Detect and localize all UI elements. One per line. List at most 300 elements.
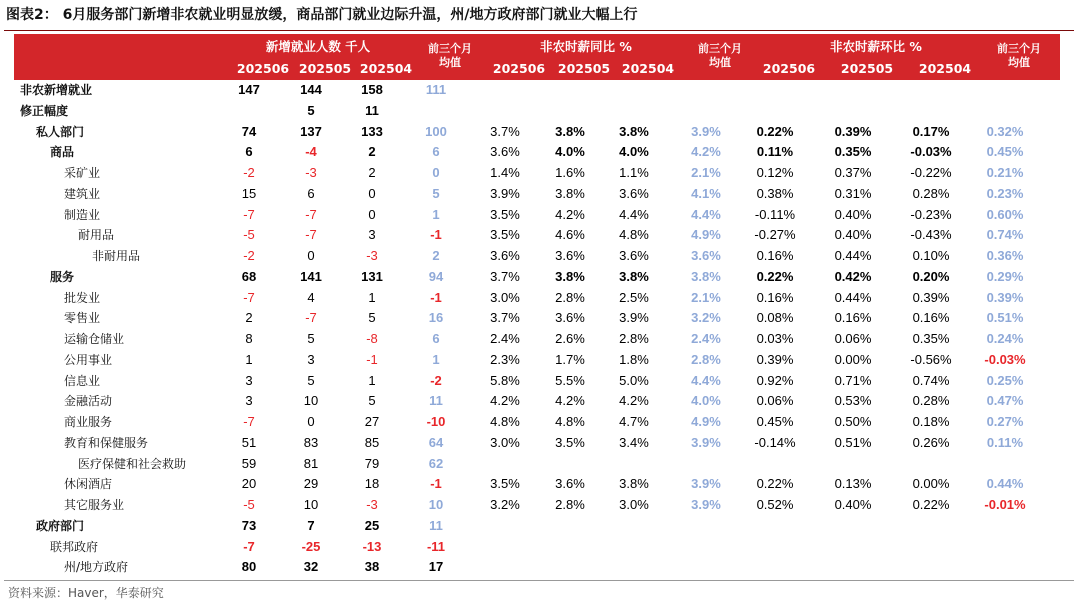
table-cell: 3.2% bbox=[490, 497, 520, 512]
header-avg-label-1: 前三个月 均值 bbox=[428, 42, 472, 69]
table-cell: 0.40% bbox=[834, 206, 872, 222]
table-row bbox=[14, 454, 1060, 475]
table-cell: 29 bbox=[303, 476, 319, 492]
table-cell: -7 bbox=[305, 227, 317, 243]
table-cell: 2 bbox=[432, 248, 440, 263]
table-cell: 137 bbox=[300, 123, 322, 139]
table-cell: -7 bbox=[305, 310, 317, 326]
table-row bbox=[14, 391, 1060, 412]
table-cell: -7 bbox=[243, 289, 255, 305]
table-cell: 1.4% bbox=[490, 165, 520, 180]
table-cell: 4.9% bbox=[691, 414, 721, 429]
table-cell: 51 bbox=[241, 434, 257, 450]
table-cell: 3.5% bbox=[490, 227, 520, 243]
table-cell: 2 bbox=[368, 165, 376, 180]
table-cell: 0.12% bbox=[756, 165, 794, 180]
table-cell: -25 bbox=[301, 538, 321, 554]
table-cell: 3.6% bbox=[555, 310, 585, 326]
table-cell: 111 bbox=[425, 82, 447, 97]
header-avg-label-3: 前三个月 均值 bbox=[997, 42, 1041, 69]
table-cell: 0.00% bbox=[912, 476, 950, 492]
table-cell: 7 bbox=[307, 517, 315, 533]
table-cell: -2 bbox=[243, 248, 255, 263]
table-cell: 3.6% bbox=[691, 248, 721, 263]
table-cell: 1.6% bbox=[555, 165, 585, 180]
table-cell: 158 bbox=[361, 82, 383, 97]
table-row bbox=[14, 557, 1060, 578]
table-cell: -1 bbox=[430, 227, 442, 243]
table-cell: 5 bbox=[307, 372, 315, 388]
table-row bbox=[14, 80, 1060, 101]
table-cell: 0.16% bbox=[756, 248, 794, 263]
row-label: 商品 bbox=[50, 145, 75, 160]
row-label: 运输仓储业 bbox=[64, 332, 125, 346]
row-label: 私人部门 bbox=[36, 124, 85, 139]
table-cell: 0.52% bbox=[756, 497, 794, 512]
table-cell: 0.42% bbox=[834, 268, 872, 284]
table-cell: 10 bbox=[303, 393, 319, 409]
table-cell: -1 bbox=[430, 289, 442, 305]
table-cell: -0.43% bbox=[910, 227, 952, 243]
row-label: 制造业 bbox=[64, 207, 101, 222]
table-cell: 100 bbox=[425, 123, 447, 139]
table-cell: 1 bbox=[368, 289, 376, 305]
table-cell: 0.36% bbox=[986, 248, 1024, 263]
table-cell: -2 bbox=[243, 165, 255, 180]
table-cell: 8 bbox=[245, 331, 253, 346]
table-cell: 0.21% bbox=[986, 165, 1024, 180]
table-cell: 131 bbox=[361, 268, 383, 284]
table-cell: 0.51% bbox=[986, 310, 1024, 326]
table-cell: 5 bbox=[432, 185, 440, 201]
table-cell: 1 bbox=[432, 351, 440, 367]
header-period: 202506 bbox=[236, 61, 290, 76]
table-cell: 6 bbox=[432, 144, 440, 160]
table-cell: 64 bbox=[428, 434, 444, 450]
table-cell: 0.25% bbox=[986, 372, 1024, 388]
table-cell: 0.18% bbox=[912, 414, 950, 429]
table-cell: 0.13% bbox=[834, 476, 872, 492]
table-cell: 94 bbox=[428, 268, 444, 284]
table-cell: 0.28% bbox=[912, 185, 950, 201]
title-divider bbox=[4, 30, 1074, 31]
table-cell: 0.22% bbox=[756, 476, 794, 492]
table-cell: 3.9% bbox=[619, 310, 649, 326]
row-label: 其它服务业 bbox=[64, 498, 125, 512]
table-cell: -0.01% bbox=[984, 497, 1026, 512]
table-cell: -0.56% bbox=[910, 351, 952, 367]
table-cell: 4.0% bbox=[691, 393, 721, 409]
header-group-mom-wage: 非农时薪环比 % bbox=[830, 39, 922, 54]
table-cell: 1.1% bbox=[619, 165, 649, 180]
table-cell: 0.40% bbox=[834, 497, 872, 512]
table-cell: 3.5% bbox=[555, 434, 585, 450]
table-row bbox=[14, 474, 1060, 495]
table-cell: 2.4% bbox=[691, 331, 721, 346]
header-period: 202504 bbox=[621, 61, 675, 76]
table-cell: -3 bbox=[305, 165, 317, 180]
table-cell: 2 bbox=[245, 310, 253, 326]
table-cell: 0.35% bbox=[912, 331, 950, 346]
table-cell: 0 bbox=[307, 248, 315, 263]
table-cell: 5.5% bbox=[555, 372, 585, 388]
table-cell: 0 bbox=[368, 185, 376, 201]
table-cell: 15 bbox=[241, 185, 257, 201]
table-cell: 3 bbox=[245, 372, 253, 388]
figure-title: 图表2： 6月服务部门新增非农就业明显放缓，商品部门就业边际升温，州/地方政府部门就业大幅上行 bbox=[6, 7, 638, 23]
table-cell: 4.4% bbox=[691, 206, 721, 222]
table-cell: 2.3% bbox=[490, 351, 520, 367]
table-cell: 32 bbox=[303, 559, 319, 575]
table-cell: 4.8% bbox=[555, 414, 585, 429]
table-cell: 4.2% bbox=[555, 206, 585, 222]
table-cell: 5 bbox=[368, 310, 376, 326]
table-cell: 11 bbox=[365, 102, 379, 118]
table-cell: 0.00% bbox=[834, 351, 872, 367]
table-cell: 147 bbox=[238, 82, 260, 97]
table-cell: 0.45% bbox=[986, 144, 1024, 160]
table-header bbox=[14, 34, 1060, 80]
row-label: 服务 bbox=[50, 269, 75, 284]
table-cell: 73 bbox=[241, 517, 257, 533]
table-cell: 3.9% bbox=[691, 434, 721, 450]
table-cell: -7 bbox=[243, 414, 255, 429]
table-cell: 0.45% bbox=[756, 414, 794, 429]
table-row bbox=[14, 412, 1060, 433]
table-cell: 6 bbox=[245, 144, 253, 160]
table-row bbox=[14, 433, 1060, 454]
table-cell: 3.0% bbox=[490, 434, 520, 450]
table-cell: 68 bbox=[241, 268, 257, 284]
table-cell: 4.6% bbox=[555, 227, 585, 243]
table-cell: 3.8% bbox=[619, 268, 649, 284]
table-cell: 2.1% bbox=[691, 289, 721, 305]
table-cell: 80 bbox=[241, 559, 257, 575]
table-cell: 3.9% bbox=[490, 185, 520, 201]
table-cell: 0.39% bbox=[834, 123, 872, 139]
table-cell: 0.50% bbox=[834, 414, 872, 429]
table-cell: 0.39% bbox=[986, 289, 1024, 305]
row-label: 修正幅度 bbox=[20, 103, 69, 118]
table-row bbox=[14, 122, 1060, 143]
table-cell: 2.8% bbox=[555, 497, 585, 512]
table-cell: 10 bbox=[428, 497, 444, 512]
header-period: 202504 bbox=[918, 61, 972, 76]
table-cell: 3.7% bbox=[490, 123, 520, 139]
table-cell: 4.8% bbox=[490, 414, 520, 429]
table-cell: 0.37% bbox=[834, 165, 872, 180]
table-cell: 4.9% bbox=[691, 227, 721, 243]
table-cell: 3.8% bbox=[555, 185, 585, 201]
table-cell: 3.6% bbox=[490, 248, 520, 263]
table-cell: 0.32% bbox=[986, 123, 1024, 139]
table-cell: 38 bbox=[364, 559, 380, 575]
table-row bbox=[14, 288, 1060, 309]
table-cell: 0.16% bbox=[834, 310, 872, 326]
table-cell: 0 bbox=[307, 414, 315, 429]
table-cell: -7 bbox=[243, 206, 255, 222]
table-cell: 4.4% bbox=[691, 372, 721, 388]
table-cell: 0.35% bbox=[834, 144, 872, 160]
table-cell: 5 bbox=[368, 393, 376, 409]
table-cell: 0.27% bbox=[986, 414, 1024, 429]
row-label: 医疗保健和社会救助 bbox=[78, 456, 187, 471]
table-cell: 0.44% bbox=[834, 248, 872, 263]
table-cell: 3.6% bbox=[619, 248, 649, 263]
table-cell: 4.0% bbox=[555, 144, 585, 160]
table-cell: 2 bbox=[368, 144, 376, 160]
row-label: 休闲酒店 bbox=[64, 477, 113, 492]
table-cell: 2.6% bbox=[555, 331, 585, 346]
table-cell: 0.11% bbox=[986, 434, 1024, 450]
table-cell: 0.20% bbox=[912, 268, 950, 284]
table-cell: 2.8% bbox=[619, 331, 649, 346]
table-cell: 2.8% bbox=[691, 351, 721, 367]
table-cell: 1.8% bbox=[619, 351, 649, 367]
table-cell: 3.8% bbox=[619, 123, 649, 139]
table-cell: -7 bbox=[243, 538, 255, 554]
table-cell: 0.06% bbox=[834, 331, 872, 346]
table-cell: 10 bbox=[303, 497, 319, 512]
table-cell: 3.8% bbox=[555, 123, 585, 139]
table-cell: -0.11% bbox=[754, 206, 796, 222]
table-cell: -3 bbox=[366, 497, 378, 512]
table-cell: 4.2% bbox=[490, 393, 520, 409]
table-cell: 18 bbox=[364, 476, 380, 492]
table-cell: -5 bbox=[243, 227, 255, 243]
table-cell: 4.8% bbox=[619, 227, 649, 243]
source-note: 资料来源：Haver，华泰研究 bbox=[8, 586, 164, 600]
table-cell: 4.1% bbox=[691, 185, 721, 201]
table-cell: 5.0% bbox=[619, 372, 649, 388]
table-cell: 3 bbox=[245, 393, 253, 409]
table-cell: 0.74% bbox=[986, 227, 1024, 243]
table-cell: 3.5% bbox=[490, 476, 520, 492]
table-cell: 0.44% bbox=[986, 476, 1024, 492]
table-cell: 11 bbox=[429, 517, 443, 533]
table-row bbox=[14, 537, 1060, 558]
table-row bbox=[14, 308, 1060, 329]
table-cell: 17 bbox=[428, 559, 444, 575]
row-label: 商业服务 bbox=[64, 415, 113, 429]
row-label: 政府部门 bbox=[36, 518, 85, 533]
table-cell: 6 bbox=[432, 331, 440, 346]
header-period: 202506 bbox=[492, 61, 546, 76]
footer-divider bbox=[4, 580, 1074, 581]
table-cell: 144 bbox=[300, 82, 322, 97]
table-cell: 27 bbox=[364, 414, 380, 429]
table-cell: -0.23% bbox=[910, 206, 952, 222]
table-row bbox=[14, 184, 1060, 205]
table-cell: -2 bbox=[430, 372, 442, 388]
table-cell: 0.22% bbox=[912, 497, 950, 512]
table-cell: 0.39% bbox=[756, 351, 794, 367]
header-avg-label-2: 前三个月 均值 bbox=[698, 42, 742, 69]
table-cell: 0.40% bbox=[834, 227, 872, 243]
table-row bbox=[14, 142, 1060, 163]
table-cell: 3.8% bbox=[619, 476, 649, 492]
table-cell: 0.22% bbox=[756, 268, 794, 284]
table-cell: 11 bbox=[429, 393, 443, 409]
table-cell: 0.22% bbox=[756, 123, 794, 139]
table-cell: 133 bbox=[361, 123, 383, 139]
table-row bbox=[14, 101, 1060, 122]
table-cell: 16 bbox=[428, 310, 444, 326]
table-cell: 0.71% bbox=[834, 372, 872, 388]
table-cell: 3.6% bbox=[619, 185, 649, 201]
table-cell: -0.27% bbox=[754, 227, 796, 243]
table-cell: -3 bbox=[366, 248, 378, 263]
table-cell: 0.16% bbox=[912, 310, 950, 326]
table-row bbox=[14, 350, 1060, 371]
table-cell: 3.5% bbox=[490, 206, 520, 222]
table-cell: 3.9% bbox=[691, 476, 721, 492]
table-cell: 0.31% bbox=[834, 185, 872, 201]
table-cell: 1 bbox=[432, 206, 440, 222]
table-cell: 59 bbox=[241, 455, 257, 471]
table-cell: 0.23% bbox=[986, 185, 1024, 201]
table-cell: 0.26% bbox=[912, 434, 950, 450]
table-cell: 0.53% bbox=[834, 393, 872, 409]
table-cell: 79 bbox=[364, 455, 380, 471]
table-cell: 2.5% bbox=[619, 289, 649, 305]
row-label: 采矿业 bbox=[64, 166, 101, 180]
table-cell: 141 bbox=[300, 268, 322, 284]
table-cell: -5 bbox=[243, 497, 255, 512]
table-cell: 4.4% bbox=[619, 206, 649, 222]
row-label: 公用事业 bbox=[64, 352, 113, 367]
table-cell: 25 bbox=[364, 517, 380, 533]
table-row bbox=[14, 371, 1060, 392]
table-cell: 0 bbox=[432, 165, 440, 180]
table-row bbox=[14, 225, 1060, 246]
table-cell: -4 bbox=[305, 144, 317, 160]
table-cell: 20 bbox=[241, 476, 257, 492]
row-label: 零售业 bbox=[64, 311, 101, 326]
table-cell: 1.7% bbox=[555, 351, 585, 367]
table-cell: 0.74% bbox=[912, 372, 950, 388]
table-cell: 3.4% bbox=[619, 434, 649, 450]
table-row bbox=[14, 246, 1060, 267]
table-cell: 1 bbox=[245, 351, 253, 367]
table-cell: 0.60% bbox=[986, 206, 1024, 222]
table-cell: 0.29% bbox=[986, 268, 1024, 284]
table-cell: 0.92% bbox=[756, 372, 794, 388]
table-cell: 81 bbox=[303, 455, 319, 471]
table-cell: 3.9% bbox=[691, 497, 721, 512]
table-cell: 0.28% bbox=[912, 393, 950, 409]
row-label: 批发业 bbox=[64, 290, 101, 305]
table-row bbox=[14, 163, 1060, 184]
header-group-yoy-wage: 非农时薪同比 % bbox=[540, 39, 632, 54]
row-label: 教育和保健服务 bbox=[64, 435, 149, 450]
table-cell: 0.47% bbox=[986, 393, 1024, 409]
table-row bbox=[14, 329, 1060, 350]
table-cell: 1 bbox=[368, 372, 376, 388]
row-label: 联邦政府 bbox=[50, 539, 99, 554]
table-cell: 4.2% bbox=[619, 393, 649, 409]
table-row bbox=[14, 495, 1060, 516]
table-cell: 0.24% bbox=[986, 331, 1024, 346]
table-cell: 2.1% bbox=[691, 165, 721, 180]
table-cell: 4 bbox=[307, 289, 315, 305]
table-row bbox=[14, 205, 1060, 226]
table-cell: 85 bbox=[364, 434, 380, 450]
table-cell: 4.7% bbox=[619, 414, 649, 429]
table-cell: 6 bbox=[307, 185, 315, 201]
table-cell: -0.14% bbox=[754, 434, 796, 450]
table-cell: -1 bbox=[430, 476, 442, 492]
header-period: 202505 bbox=[557, 61, 611, 76]
table-cell: 2.8% bbox=[555, 289, 585, 305]
row-label: 州/地方政府 bbox=[64, 560, 129, 575]
table-cell: 0.11% bbox=[756, 144, 794, 160]
table-cell: 83 bbox=[303, 434, 319, 450]
header-period: 202505 bbox=[840, 61, 894, 76]
table-cell: 2.4% bbox=[490, 331, 520, 346]
table-cell: 0.06% bbox=[756, 393, 794, 409]
table-cell: 0.38% bbox=[756, 185, 794, 201]
table-cell: 5 bbox=[307, 331, 315, 346]
table-cell: -7 bbox=[305, 206, 317, 222]
table-cell: 3 bbox=[307, 351, 315, 367]
table-cell: 3.0% bbox=[490, 289, 520, 305]
table-cell: -0.03% bbox=[984, 351, 1026, 367]
table-cell: 3 bbox=[368, 227, 376, 243]
table-cell: -10 bbox=[426, 414, 446, 429]
row-label: 金融活动 bbox=[64, 394, 113, 409]
table-cell: 5 bbox=[307, 102, 315, 118]
header-period: 202506 bbox=[762, 61, 816, 76]
table-row bbox=[14, 516, 1060, 537]
table-cell: 4.2% bbox=[691, 144, 721, 160]
table-cell: -8 bbox=[366, 331, 378, 346]
row-label: 建筑业 bbox=[64, 186, 101, 201]
table-cell: 0.08% bbox=[756, 310, 794, 326]
table-cell: 3.6% bbox=[490, 144, 520, 160]
header-group-employment: 新增就业人数 千人 bbox=[265, 39, 371, 54]
table-cell: -1 bbox=[366, 351, 378, 367]
header-period: 202504 bbox=[359, 61, 413, 76]
table-cell: 3.6% bbox=[555, 248, 585, 263]
table-cell: -13 bbox=[362, 538, 382, 554]
table-cell: 3.2% bbox=[691, 310, 721, 326]
table-cell: 3.9% bbox=[691, 123, 721, 139]
table-cell: 3.6% bbox=[555, 476, 585, 492]
table-cell: -0.22% bbox=[910, 165, 952, 180]
table-row bbox=[14, 267, 1060, 288]
table-cell: 4.0% bbox=[619, 144, 649, 160]
table-cell: 3.7% bbox=[490, 268, 520, 284]
table-cell: 0 bbox=[368, 206, 376, 222]
table-cell: 0.17% bbox=[912, 123, 950, 139]
table-cell: 0.03% bbox=[756, 331, 794, 346]
table-cell: 0.39% bbox=[912, 289, 950, 305]
table-cell: 3.7% bbox=[490, 310, 520, 326]
table-cell: 3.8% bbox=[691, 268, 721, 284]
table-cell: 0.10% bbox=[912, 248, 950, 263]
table-cell: 3.8% bbox=[555, 268, 585, 284]
table-cell: 0.16% bbox=[756, 289, 794, 305]
header-period: 202505 bbox=[298, 61, 352, 76]
row-label: 非耐用品 bbox=[92, 249, 141, 263]
table-cell: 62 bbox=[428, 455, 444, 471]
row-label: 信息业 bbox=[64, 373, 101, 388]
table-cell: 0.44% bbox=[834, 289, 872, 305]
table-cell: 3.0% bbox=[619, 497, 649, 512]
table-cell: -11 bbox=[426, 538, 446, 554]
table-cell: 74 bbox=[241, 123, 257, 139]
